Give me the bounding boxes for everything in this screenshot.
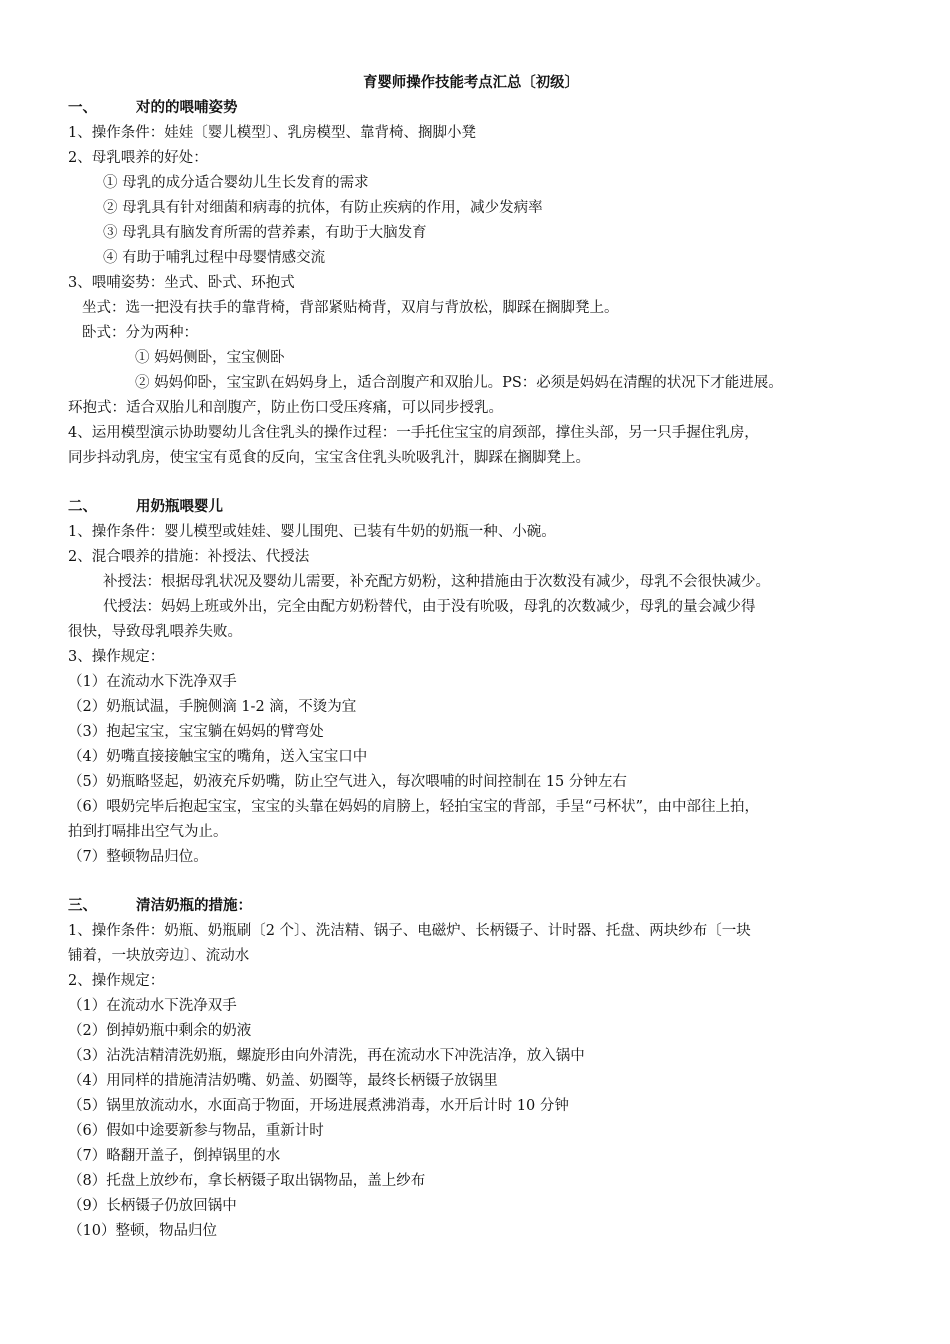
s1-line: 4、运用模型演示协助婴幼儿含住乳头的操作过程：一手托住宝宝的肩颈部，撑住头部，另一只手握住乳房， xyxy=(68,425,759,441)
section-3-heading xyxy=(68,896,890,916)
page-title: 育婴师操作技能考点汇总〔初级〕 xyxy=(363,74,579,91)
s3-line: （1）在流动水下洗净双手 xyxy=(68,998,237,1014)
s1-line: ② 母乳具有针对细菌和病毒的抗体，有防止疾病的作用，减少发病率 xyxy=(103,200,543,216)
s3-line: （4）用同样的措施清洁奶嘴、奶盖、奶圈等，最终长柄镊子放锅里 xyxy=(68,1073,498,1089)
s1-line: 2、母乳喂养的好处： xyxy=(68,150,208,166)
s3-line: （6）假如中途要新参与物品，重新计时 xyxy=(68,1123,324,1139)
s2-line: 代授法：妈妈上班或外出，完全由配方奶粉替代，由于没有吮吸，母乳的次数减少，母乳的量会减少得 xyxy=(103,599,756,615)
s2-line: （4）奶嘴直接接触宝宝的嘴角，送入宝宝口中 xyxy=(68,749,368,765)
section-2-heading xyxy=(68,497,890,517)
s3-line: 2、操作规定： xyxy=(68,973,165,989)
s2-line: 1、操作条件：婴儿模型或娃娃、婴儿围兜、已装有牛奶的奶瓶一种、小碗。 xyxy=(68,524,556,540)
s1-line: 卧式：分为两种： xyxy=(82,325,198,341)
s1-line: ① 母乳的成分适合婴幼儿生长发育的需求 xyxy=(103,175,369,191)
s1-line: ① 妈妈侧卧，宝宝侧卧 xyxy=(135,350,285,366)
section-2-number: 二、 xyxy=(68,498,97,515)
section-3-title: 清洁奶瓶的措施： xyxy=(136,897,252,914)
s3-line: （3）沾洗洁精清洗奶瓶，螺旋形由向外清洗，再在流动水下冲洗洁净，放入锅中 xyxy=(68,1048,585,1064)
s3-line: （7）略翻开盖子，倒掉锅里的水 xyxy=(68,1148,281,1164)
s1-line: 1、操作条件：娃娃〔婴儿模型〕、乳房模型、靠背椅、搁脚小凳 xyxy=(68,125,476,141)
s3-line: （2）倒掉奶瓶中剩余的奶液 xyxy=(68,1023,252,1039)
s2-line: 2、混合喂养的措施：补授法、代授法 xyxy=(68,549,310,565)
s2-line: （6）喂奶完毕后抱起宝宝，宝宝的头靠在妈妈的肩膀上，轻拍宝宝的背部，手呈“弓杯状”，由中部往上拍， xyxy=(68,799,760,815)
s1-line: 3、喂哺姿势：坐式、卧式、环抱式 xyxy=(68,275,295,291)
s3-line: （5）锅里放流动水，水面高于物面，开场进展煮沸消毒，水开后计时 10 分钟 xyxy=(68,1098,569,1114)
s2-line: 很快，导致母乳喂养失败。 xyxy=(68,624,242,640)
s3-line: 铺着，一块放旁边〕、流动水 xyxy=(68,948,250,964)
s2-line: （7）整顿物品归位。 xyxy=(68,849,208,865)
s3-line: （10）整顿，物品归位 xyxy=(68,1223,217,1239)
section-1-heading xyxy=(68,98,890,118)
section-1-number: 一、 xyxy=(68,99,97,116)
s3-line: （9）长柄镊子仍放回锅中 xyxy=(68,1198,237,1214)
s1-line: 环抱式：适合双胎儿和剖腹产，防止伤口受压疼痛，可以同步授乳。 xyxy=(68,400,503,416)
s1-line: 坐式：选一把没有扶手的靠背椅，背部紧贴椅背，双肩与背放松，脚踩在搁脚凳上。 xyxy=(82,300,619,316)
s2-line: 3、操作规定： xyxy=(68,649,165,665)
s2-line: （1）在流动水下洗净双手 xyxy=(68,674,237,690)
s3-line: 1、操作条件：奶瓶、奶瓶刷〔2 个〕、洗洁精、锅子、电磁炉、长柄镊子、计时器、托盘、两块纱布〔一块 xyxy=(68,923,751,939)
s3-line: （8）托盘上放纱布，拿长柄镊子取出锅物品，盖上纱布 xyxy=(68,1173,426,1189)
s2-line: （2）奶瓶试温，手腕侧滴 1-2 滴，不烫为宜 xyxy=(68,699,357,715)
s2-line: 拍到打嗝排出空气为止。 xyxy=(68,824,228,840)
section-2-title: 用奶瓶喂婴儿 xyxy=(136,498,223,515)
s1-line: ④ 有助于哺乳过程中母婴情感交流 xyxy=(103,250,326,266)
s2-line: （5）奶瓶略竖起，奶液充斥奶嘴，防止空气进入，每次喂哺的时间控制在 15 分钟左右 xyxy=(68,774,627,790)
s1-line: 同步抖动乳房，使宝宝有觅食的反向，宝宝含住乳头吮吸乳汁，脚踩在搁脚凳上。 xyxy=(68,450,590,466)
s1-line: ③ 母乳具有脑发育所需的营养素，有助于大脑发育 xyxy=(103,225,427,241)
s1-line: ② 妈妈仰卧，宝宝趴在妈妈身上，适合剖腹产和双胎儿。PS：必须是妈妈在清醒的状况下才能进展。 xyxy=(135,375,783,391)
s2-line: （3）抱起宝宝，宝宝躺在妈妈的臂弯处 xyxy=(68,724,324,740)
section-1-title: 对的的喂哺姿势 xyxy=(136,99,238,116)
section-3-number: 三、 xyxy=(68,897,97,914)
s2-line: 补授法：根据母乳状况及婴幼儿需要，补充配方奶粉，这种措施由于次数没有减少，母乳不会很快减少。 xyxy=(103,574,770,590)
